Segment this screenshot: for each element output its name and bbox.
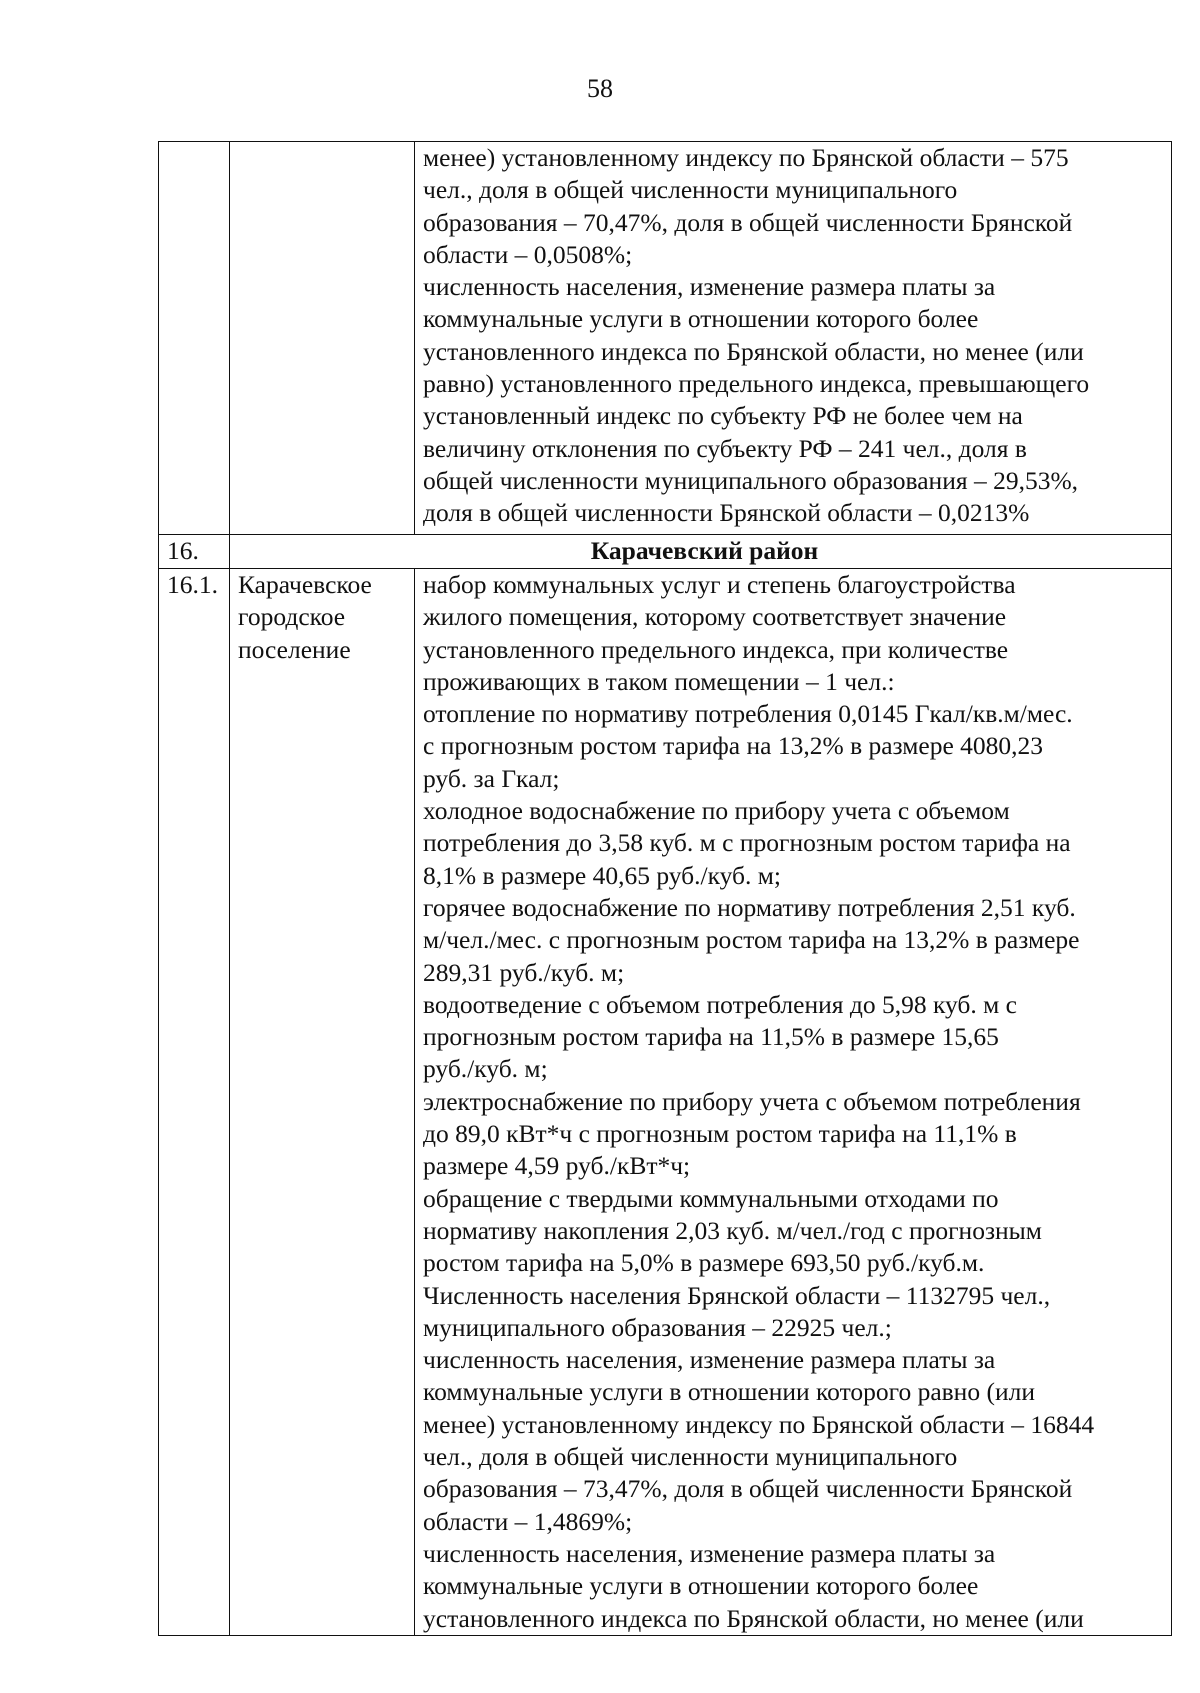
text-line: менее) установленному индексу по Брянской области – 575 — [423, 143, 1069, 172]
text-line: установленного предельного индекса, при количестве — [423, 634, 1009, 664]
text-line: чел., доля в общей численности муниципального — [423, 175, 958, 205]
text-line: Карачевское — [238, 570, 372, 599]
table-row-section — [159, 535, 1172, 569]
text-line: поселение — [238, 634, 351, 664]
text-line: прогнозным ростом тарифа на 11,5% в размере 15,65 — [423, 1022, 999, 1052]
text-line: руб./куб. м; — [423, 1054, 548, 1084]
text-line: установленного индекса по Брянской области, но менее (или — [423, 1603, 1084, 1633]
text-line: нормативу накопления 2,03 куб. м/чел./год с прогнозным — [423, 1215, 1042, 1245]
text-line: набор коммунальных услуг и степень благоустройства — [423, 570, 1016, 599]
text-line: коммунальные услуги в отношении которого более — [423, 304, 979, 334]
text-line: равно) установленного предельного индекса, превышающего — [423, 369, 1090, 399]
text-line: м/чел./мес. с прогнозным ростом тарифа на 13,2% в размере — [423, 925, 1080, 955]
text-line: численность населения, изменение размера платы за — [423, 272, 996, 302]
text-line: размере 4,59 руб./кВт*ч; — [423, 1151, 691, 1181]
text-line: электроснабжение по прибору учета с объемом потребления — [423, 1086, 1081, 1116]
text-line: проживающих в таком помещении – 1 чел.: — [423, 666, 895, 696]
page-number: 58 — [587, 74, 613, 103]
text-line: обращение с твердыми коммунальными отходами по — [423, 1183, 999, 1213]
tariff-table — [158, 141, 1172, 1636]
text-line: жилого помещения, которому соответствует значение — [423, 602, 1007, 632]
text-line: ростом тарифа на 5,0% в размере 693,50 руб./куб.м. — [423, 1248, 985, 1278]
text-line: численность населения, изменение размера платы за — [423, 1538, 996, 1568]
text-line: 289,31 руб./куб. м; — [423, 957, 625, 987]
description-cell — [415, 142, 1172, 535]
text-line: доля в общей численности Брянской области – 0,0213% — [423, 498, 1030, 528]
text-line: образования – 70,47%, доля в общей численности Брянской — [423, 207, 1073, 237]
row-number-cell: 16.1. — [159, 569, 230, 1636]
text-line: водоотведение с объемом потребления до 5,98 куб. м с — [423, 989, 1017, 1019]
text-line: 8,1% в размере 40,65 руб./куб. м; — [423, 860, 781, 890]
text-line: до 89,0 кВт*ч с прогнозным ростом тарифа на 11,1% в — [423, 1119, 1017, 1149]
text-line: горячее водоснабжение по нормативу потребления 2,51 куб. — [423, 892, 1076, 922]
text-line: муниципального образования – 22925 чел.; — [423, 1312, 892, 1342]
municipality-cell — [230, 142, 415, 535]
text-line: области – 1,4869%; — [423, 1506, 633, 1536]
text-line: численность населения, изменение размера платы за — [423, 1345, 996, 1375]
text-line: величину отклонения по субъекту РФ – 241 чел., доля в — [423, 433, 1027, 463]
text-line: установленного индекса по Брянской области, но менее (или — [423, 336, 1084, 366]
text-line: чел., доля в общей численности муниципального — [423, 1442, 958, 1472]
text-line: образования – 73,47%, доля в общей численности Брянской — [423, 1474, 1073, 1504]
text-line: руб. за Гкал; — [423, 763, 560, 793]
text-line: с прогнозным ростом тарифа на 13,2% в размере 4080,23 — [423, 731, 1044, 761]
text-line: менее) установленному индексу по Брянской области – 16844 — [423, 1409, 1095, 1439]
table-row-continuation — [159, 142, 1172, 535]
text-line: потребления до 3,58 куб. м с прогнозным ростом тарифа на — [423, 828, 1071, 858]
section-number: 16. — [159, 535, 230, 569]
description-cell — [415, 569, 1172, 1636]
section-title: Карачевский район — [230, 535, 1172, 569]
municipality-cell — [230, 569, 415, 1636]
text-line: коммунальные услуги в отношении которого более — [423, 1571, 979, 1601]
text-line: области – 0,0508%; — [423, 239, 633, 269]
text-line: отопление по нормативу потребления 0,0145 Гкал/кв.м/мес. — [423, 699, 1073, 729]
text-line: коммунальные услуги в отношении которого равно (или — [423, 1377, 1035, 1407]
text-line: установленный индекс по субъекту РФ не более чем на — [423, 401, 1023, 431]
row-number-cell — [159, 142, 230, 535]
text-line: городское — [238, 602, 346, 632]
text-line: холодное водоснабжение по прибору учета с объемом — [423, 796, 1010, 826]
text-line: общей численности муниципального образования – 29,53%, — [423, 465, 1079, 495]
table-row-16-1 — [159, 569, 1172, 1636]
text-line: Численность населения Брянской области – 1132795 чел., — [423, 1280, 1051, 1310]
